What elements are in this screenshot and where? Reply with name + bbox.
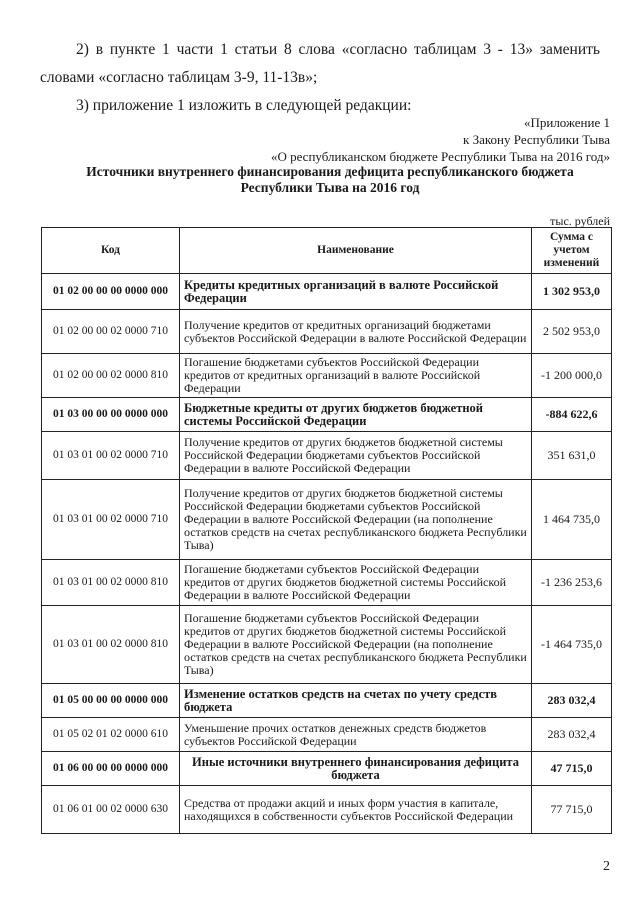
row-name: Погашение бюджетами субъектов Российской Федерации кредитов от других бюджетов бюджетной системы Российской Федерации в валюте Российской Федерации	[180, 560, 532, 606]
row-code: 01 03 00 00 00 0000 000	[42, 398, 180, 432]
table-row	[42, 752, 612, 786]
row-sum: 351 631,0	[532, 432, 612, 480]
units-label: тыс. рублей	[550, 214, 610, 228]
appendix-line-3: «О республиканском бюджете Республики Тыва на 2016 год»	[270, 149, 610, 164]
row-code: 01 03 01 00 02 0000 810	[42, 560, 180, 606]
row-code: 01 02 00 00 00 0000 000	[42, 274, 180, 310]
table-row	[42, 684, 612, 718]
paragraph-amendment-3: 3) приложение 1 изложить в следующей редакции:	[76, 97, 412, 114]
row-code: 01 03 01 00 02 0000 710	[42, 432, 180, 480]
table-row	[42, 274, 612, 310]
table-row	[42, 310, 612, 354]
row-name: Кредиты кредитных организаций в валюте Российской Федерации	[180, 274, 532, 310]
row-name: Иные источники внутреннего финансирования дефицита бюджета	[180, 752, 532, 786]
appendix-reference	[271, 114, 610, 165]
row-name: Погашение бюджетами субъектов Российской Федерации кредитов от кредитных организаций в валюте Российской Федерации	[180, 354, 532, 398]
table-header-row	[42, 228, 612, 274]
row-sum: 1 464 735,0	[532, 480, 612, 560]
row-sum: -1 464 735,0	[532, 606, 612, 684]
header-name: Наименование	[180, 228, 532, 274]
row-code: 01 06 01 00 02 0000 630	[42, 786, 180, 834]
row-name: Бюджетные кредиты от других бюджетов бюджетной системы Российской Федерации	[180, 398, 532, 432]
table-row	[42, 786, 612, 834]
row-sum: 283 032,4	[532, 684, 612, 718]
header-sum: Сумма с учетом изменений	[532, 228, 612, 274]
row-name: Получение кредитов от других бюджетов бюджетной системы Российской Федерации бюджетами субъектов Российской Федерации в валюте Российской Федерации	[180, 432, 532, 480]
row-name: Изменение остатков средств на счетах по учету средств бюджета	[180, 684, 532, 718]
header-code: Код	[42, 228, 180, 274]
table-row	[42, 560, 612, 606]
appendix-line-1: «Приложение 1	[523, 115, 610, 130]
row-sum: 47 715,0	[532, 752, 612, 786]
row-sum: -884 622,6	[532, 398, 612, 432]
row-sum: 2 502 953,0	[532, 310, 612, 354]
row-sum: 1 302 953,0	[532, 274, 612, 310]
row-code: 01 03 01 00 02 0000 810	[42, 606, 180, 684]
row-code: 01 03 01 00 02 0000 710	[42, 480, 180, 560]
sources-table	[41, 227, 612, 834]
row-name: Уменьшение прочих остатков денежных средств бюджетов субъектов Российской Федерации	[180, 718, 532, 752]
table-row	[42, 480, 612, 560]
row-code: 01 02 00 00 02 0000 710	[42, 310, 180, 354]
row-code: 01 05 00 00 00 0000 000	[42, 684, 180, 718]
paragraph-amendment-2: 2) в пункте 1 части 1 статьи 8 слова «согласно таблицам 3 - 13» заменить словами «согласно таблицам 3-9, 11-13в»;	[40, 41, 600, 86]
row-name: Средства от продажи акций и иных форм участия в капитале, находящихся в собственности субъектов Российской Федерации	[180, 786, 532, 834]
table-row	[42, 398, 612, 432]
row-name: Получение кредитов от кредитных организаций бюджетами субъектов Российской Федерации в валюте Российской Федерации	[180, 310, 532, 354]
row-code: 01 05 02 01 02 0000 610	[42, 718, 180, 752]
row-code: 01 06 00 00 00 0000 000	[42, 752, 180, 786]
title-line-2: Республики Тыва на 2016 год	[240, 180, 420, 195]
row-code: 01 02 00 00 02 0000 810	[42, 354, 180, 398]
table-row	[42, 606, 612, 684]
table-row	[42, 718, 612, 752]
document-title	[60, 164, 600, 196]
table-row	[42, 354, 612, 398]
row-sum: 283 032,4	[532, 718, 612, 752]
table-row	[42, 432, 612, 480]
page-number: 2	[603, 859, 610, 874]
row-name: Погашение бюджетами субъектов Российской Федерации кредитов от других бюджетов бюджетной системы Российской Федерации в валюте Российской Федерации (на пополнение остатков средств на счетах республиканского бюджета Республики Тыва)	[180, 606, 532, 684]
row-sum: -1 236 253,6	[532, 560, 612, 606]
title-line-1: Источники внутреннего финансирования дефицита республиканского бюджета	[86, 164, 574, 179]
row-sum: 77 715,0	[532, 786, 612, 834]
appendix-line-2: к Закону Республики Тыва	[463, 132, 610, 147]
row-sum: -1 200 000,0	[532, 354, 612, 398]
row-name: Получение кредитов от других бюджетов бюджетной системы Российской Федерации бюджетами субъектов Российской Федерации в валюте Российской Федерации (на пополнение остатков средств на счетах республиканского бюджета Республики Тыва)	[180, 480, 532, 560]
